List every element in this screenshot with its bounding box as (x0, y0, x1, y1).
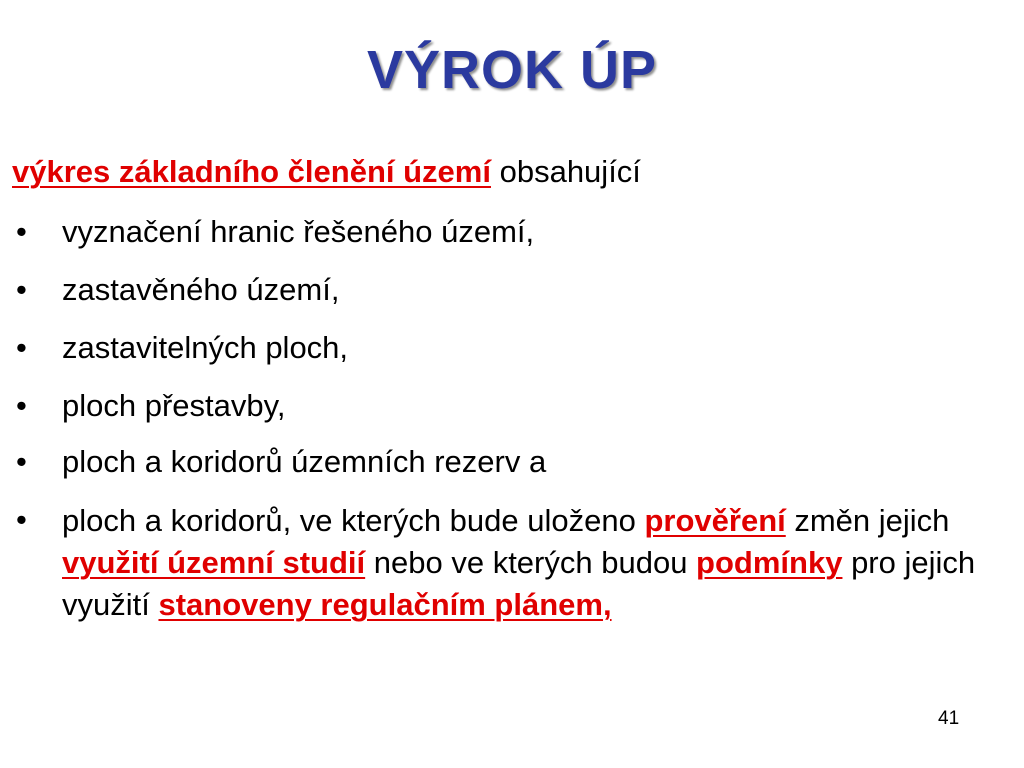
lead-rest: obsahující (490, 154, 641, 189)
highlight-proverení: prověření (644, 503, 786, 538)
highlight-vyuziti-uzemni-studii: využití územní studií (62, 545, 366, 580)
lead-line (12, 152, 641, 192)
bullet-glyph: • (16, 214, 27, 249)
list-item (12, 212, 1002, 252)
last-item-text-4: pro jejich využití (62, 545, 976, 622)
list-item-text: zastavitelných ploch, (62, 330, 349, 365)
list-item-text: ploch a koridorů územních rezerv a (62, 444, 547, 479)
bullet-glyph: • (16, 272, 27, 307)
last-item-text-1: ploch a koridorů, ve kterých bude uloženo (62, 503, 645, 538)
last-item-text-2: změn jejich (785, 503, 950, 538)
bullet-glyph: • (16, 444, 27, 479)
list-item-text (62, 500, 1002, 626)
lead-highlight: výkres základního členění území (12, 154, 491, 189)
list-item (12, 386, 1002, 426)
highlight-stanoveny-regulacnim-planem: stanoveny regulačním plánem, (158, 587, 612, 622)
bullet-glyph: • (16, 388, 27, 423)
highlight-podminky: podmínky (696, 545, 843, 580)
list-item-text: ploch přestavby, (62, 388, 286, 423)
last-item-text-3: nebo ve kterých budou (365, 545, 697, 580)
list-item (12, 270, 1002, 310)
page-number: 41 (938, 708, 960, 729)
list-item (12, 328, 1002, 368)
list-item-text: zastavěného území, (62, 272, 340, 307)
slide-title: VÝROK ÚP (366, 40, 658, 100)
list-item (12, 442, 1002, 482)
bullet-glyph: • (16, 502, 27, 537)
list-item-last (12, 500, 1002, 626)
bullet-glyph: • (16, 330, 27, 365)
list-item-text: vyznačení hranic řešeného území, (62, 214, 535, 249)
